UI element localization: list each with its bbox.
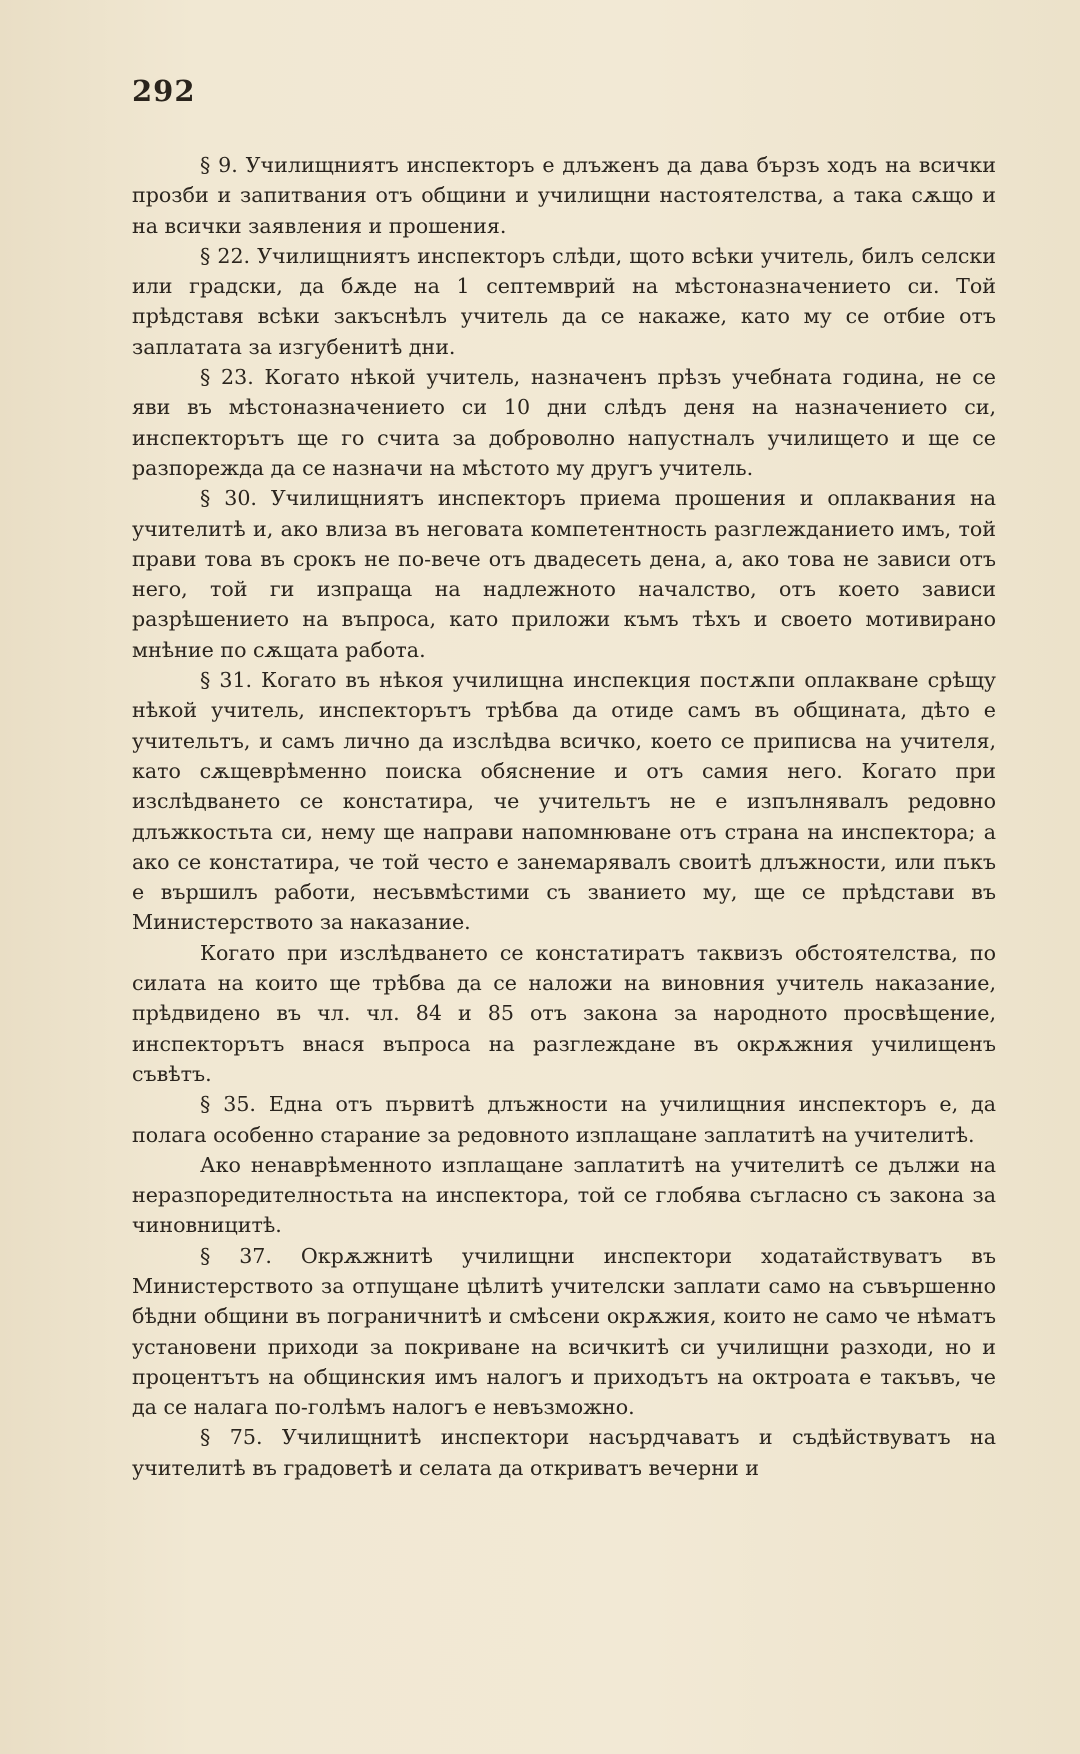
paragraph-section-37: § 37. Окрѫжнитѣ училищни инспектори ходатайствуватъ въ Министерството за отпущане цѣлитѣ учителски заплати само на съвършенно бѣдни общини въ пограничнитѣ и смѣсени окрѫжия, които не само че нѣматъ установени приходи за покриване на всичкитѣ си училищни разходи, но и процентътъ на общинския имъ налогъ и приходътъ на октроата е такъвъ, че да се налага по-голѣмъ налогъ е невъзможно. — [132, 1243, 996, 1420]
paragraph-section-75: § 75. Училищнитѣ инспектори насърдчаватъ и съдѣйствуватъ на учителитѣ въ градоветѣ и селата да откриватъ вечерни и — [132, 1425, 996, 1480]
paragraph-section-22: § 22. Училищниятъ инспекторъ слѣди, щото всѣки учитель, билъ селски или градски, да бѫде на 1 септемврий на мѣстоназначението си. Той прѣдставя всѣки закъснѣлъ учитель да се накаже, като му се отбие отъ заплатата за изгубенитѣ дни. — [132, 243, 996, 359]
page-body — [132, 150, 996, 1483]
paragraph-section-23: § 23. Когато нѣкой учитель, назначенъ прѣзъ учебната година, не се яви въ мѣстоназначението си 10 дни слѣдъ деня на назначението си, инспекторътъ ще го счита за доброволно напустналъ училището и ще се разпорежда да се назначи на мѣстото му другъ учитель. — [132, 365, 996, 480]
paragraph-section-35: § 35. Една отъ първитѣ длъжности на училищния инспекторъ е, да полага особенно старание за редовното изплащане заплатитѣ на учителитѣ. — [132, 1092, 996, 1147]
paragraph-section-9: § 9. Училищниятъ инспекторъ е длъженъ да дава бързъ ходъ на всички прозби и запитвания отъ общини и училищни настоятелства, а така сѫщо и на всички заявления и прошения. — [132, 153, 996, 238]
paragraph-section-31: § 31. Когато въ нѣкоя училищна инспекция постѫпи оплакване срѣщу нѣкой учитель, инспекторътъ трѣбва да отиде самъ въ общината, дѣто е учительтъ, и самъ лично да изслѣдва всичко, което се приписва на учителя, като сѫщеврѣменно поиска обяснение и отъ самия него. Когато при изслѣдването се констатира, че учительтъ не е изпълнявалъ редовно длъжкостьта си, нему ще направи напомнюване отъ страна на инспектора; а ако се констатира, че той често е занемарявалъ своитѣ длъжности, или пъкъ е вършилъ работи, несъвмѣстими съ званието му, ще се прѣдстави въ Министерството за наказание. — [132, 668, 996, 935]
paragraph-section-30: § 30. Училищниятъ инспекторъ приема прошения и оплаквания на учителитѣ и, ако влиза въ неговата компетентность разглежданието имъ, той прави това въ срокъ не по-вече отъ двадесеть дена, а, ако това не зависи отъ него, той ги изпраща на надлежното началство, отъ което зависи разрѣшението на въпроса, като приложи къмъ тѣхъ и своето мотивирано мнѣние по сѫщата работа. — [132, 486, 996, 662]
paragraph-section-35-continued: Ако ненаврѣменното изплащане заплатитѣ на учителитѣ се дължи на неразпоредителностьта на инспектора, той се глобява съгласно съ закона за чиновницитѣ. — [132, 1152, 996, 1238]
paragraph-section-31-continued: Когато при изслѣдването се констатиратъ таквизъ обстоятелства, по силата на които ще трѣбва да се наложи на виновния учитель наказание, прѣдвидено въ чл. чл. 84 и 85 отъ закона за народното просвѣщение, инспекторътъ внася въпроса на разглеждане въ окрѫжния училищенъ съвѣтъ. — [132, 940, 996, 1086]
page-number: 292 — [132, 74, 196, 108]
